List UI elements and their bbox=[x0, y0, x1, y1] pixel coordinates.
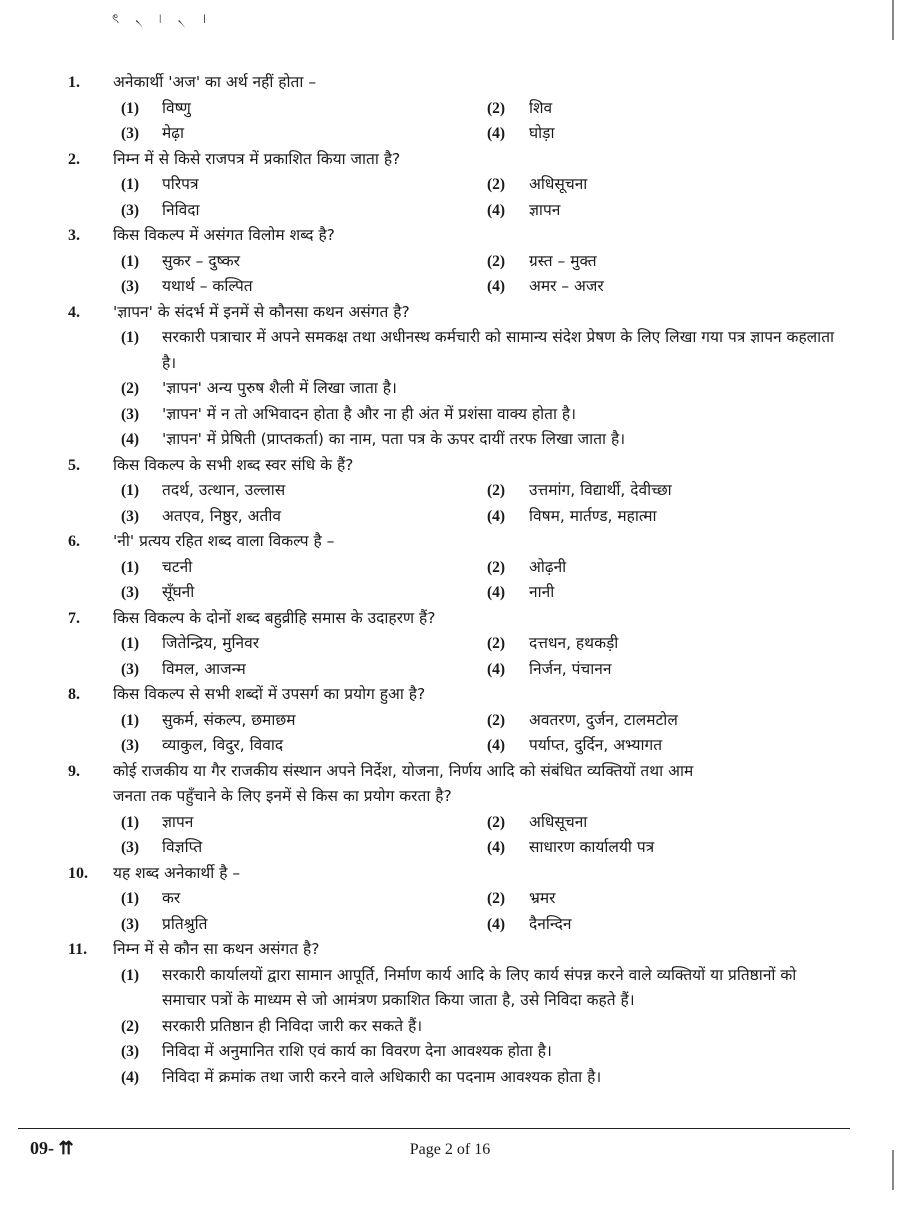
option-number: (2) bbox=[121, 380, 140, 397]
option bbox=[0, 1014, 900, 1040]
edge-mark bbox=[892, 0, 894, 40]
option-number: (3) bbox=[121, 584, 140, 601]
question-row bbox=[0, 453, 900, 479]
question-row bbox=[0, 784, 900, 810]
option-number: (2) bbox=[487, 890, 506, 907]
option-text: अधिसूचना bbox=[529, 812, 588, 831]
question-number: 3. bbox=[68, 227, 80, 244]
option-text: व्याकुल, विदुर, विवाद bbox=[162, 736, 284, 754]
option-text: अधिसूचना bbox=[529, 175, 588, 193]
question-number: 2. bbox=[68, 150, 80, 168]
question-row bbox=[0, 529, 900, 555]
question-row bbox=[0, 861, 900, 887]
question-number: 1. bbox=[68, 74, 80, 91]
question-row bbox=[0, 937, 900, 963]
option-text: अवतरण, दुर्जन, टालमटोल bbox=[529, 710, 678, 729]
option-row bbox=[0, 657, 900, 683]
question-row bbox=[0, 147, 900, 173]
question-list bbox=[0, 70, 900, 1090]
option-text: अतएव, निष्ठुर, अतीव bbox=[162, 506, 281, 525]
option-number: (1) bbox=[121, 176, 140, 193]
option-text: दैनन्दिन bbox=[529, 914, 572, 933]
option-number: (2) bbox=[487, 711, 506, 729]
question-block bbox=[0, 759, 900, 861]
option-row bbox=[0, 172, 900, 198]
question-text: निम्न में से किसे राजपत्र में प्रकाशित किया जाता है? bbox=[113, 149, 401, 168]
question-text: अनेकार्थी 'अज' का अर्थ नहीं होता – bbox=[113, 73, 317, 91]
question-row bbox=[0, 606, 900, 632]
question-number: 4. bbox=[68, 303, 80, 321]
option-text: 'ज्ञापन' में न तो अभिवादन होता है और ना ही अंत में प्रशंसा वाक्य होता है। bbox=[162, 404, 577, 423]
option-text: सूँघनी bbox=[162, 583, 195, 601]
option-number: (2) bbox=[487, 635, 506, 652]
question-number: 6. bbox=[68, 533, 80, 550]
question-row bbox=[0, 70, 900, 96]
question-text: 'ज्ञापन' के संदर्भ में इनमें से कौनसा कथन असंगत है? bbox=[113, 302, 410, 321]
question-text-cont: जनता तक पहुँचाने के लिए इनमें से किस का प्रयोग करता है? bbox=[113, 787, 452, 805]
header-marks: ৎ ৲ ৷ ৲ । bbox=[112, 12, 213, 27]
question-text: किस विकल्प में असंगत विलोम शब्द है? bbox=[113, 226, 335, 244]
option-text: उत्तमांग, विद्यार्थी, देवीच्छा bbox=[529, 481, 672, 499]
option bbox=[0, 325, 900, 376]
option-text: दत्तधन, हथकड़ी bbox=[529, 634, 619, 652]
option-text: अमर – अजर bbox=[529, 277, 604, 295]
option-text: विमल, आजन्म bbox=[162, 659, 246, 678]
question-block bbox=[0, 223, 900, 300]
option-text: साधारण कार्यालयी पत्र bbox=[529, 838, 655, 856]
option-text: ज्ञापन bbox=[529, 200, 561, 219]
option-number: (3) bbox=[121, 915, 140, 933]
question-block bbox=[0, 453, 900, 530]
option-number: (1) bbox=[121, 252, 140, 270]
question-text: कोई राजकीय या गैर राजकीय संस्थान अपने निर्देश, योजना, निर्णय आदि को संबंधित व्यक्तियों तथा आम bbox=[113, 761, 694, 780]
option bbox=[0, 1039, 900, 1065]
question-number: 8. bbox=[68, 686, 80, 703]
option-text: चटनी bbox=[162, 557, 193, 576]
question-block bbox=[0, 529, 900, 606]
question-number: 11. bbox=[68, 941, 88, 958]
option-row bbox=[0, 580, 900, 606]
option-text: तदर्थ, उत्थान, उल्लास bbox=[162, 481, 286, 499]
question-block bbox=[0, 861, 900, 938]
option bbox=[0, 963, 900, 1014]
option-number: (4) bbox=[487, 737, 506, 754]
option-text: सुकर्म, संकल्प, छमाछम bbox=[162, 710, 296, 729]
option-row bbox=[0, 631, 900, 657]
option-number: (1) bbox=[121, 711, 140, 729]
option-number: (2) bbox=[487, 252, 506, 270]
option-number: (4) bbox=[487, 507, 506, 525]
question-row bbox=[0, 300, 900, 326]
option-text: निविदा में अनुमानित राशि एवं कार्य का विवरण देना आवश्यक होता है। bbox=[162, 1042, 552, 1060]
option-number: (4) bbox=[121, 1068, 140, 1086]
option-number: (3) bbox=[121, 507, 140, 525]
edge-mark bbox=[892, 1150, 894, 1190]
option-text: जितेन्द्रिय, मुनिवर bbox=[162, 634, 260, 652]
option-number: (3) bbox=[121, 125, 140, 142]
option-text: सुकर – दुष्कर bbox=[162, 251, 240, 270]
option-number: (4) bbox=[487, 201, 506, 219]
question-block bbox=[0, 70, 900, 147]
question-row bbox=[0, 223, 900, 249]
option-text: परिपत्र bbox=[162, 175, 199, 193]
option-number: (3) bbox=[121, 201, 140, 219]
option-number: (1) bbox=[121, 813, 140, 831]
option-row bbox=[0, 733, 900, 759]
option-number: (3) bbox=[121, 737, 140, 754]
question-block bbox=[0, 682, 900, 759]
option-text: 'ज्ञापन' अन्य पुरुष शैली में लिखा जाता है। bbox=[162, 379, 397, 397]
option-row bbox=[0, 274, 900, 300]
option-number: (4) bbox=[487, 660, 506, 678]
option-number: (1) bbox=[121, 890, 140, 907]
option-text: मेढ़ा bbox=[162, 124, 185, 142]
option-number: (4) bbox=[487, 915, 506, 933]
option-number: (2) bbox=[487, 813, 506, 831]
option-text: विष्णु bbox=[162, 98, 191, 117]
option-number: (4) bbox=[487, 278, 506, 295]
option-row bbox=[0, 708, 900, 734]
option-text: शिव bbox=[529, 98, 553, 117]
option-number: (1) bbox=[121, 329, 140, 346]
question-number: 10. bbox=[68, 864, 88, 882]
option-text: निर्जन, पंचानन bbox=[529, 659, 612, 678]
footer-divider bbox=[18, 1128, 850, 1129]
option-row bbox=[0, 810, 900, 836]
option-row bbox=[0, 504, 900, 530]
question-number: 7. bbox=[68, 609, 80, 627]
question-text: किस विकल्प के सभी शब्द स्वर संधि के हैं? bbox=[113, 455, 354, 474]
question-row bbox=[0, 682, 900, 708]
option bbox=[0, 1065, 900, 1091]
option-text: विज्ञप्ति bbox=[162, 838, 203, 856]
question-block bbox=[0, 606, 900, 683]
option-number: (4) bbox=[487, 839, 506, 856]
question-number: 5. bbox=[68, 456, 80, 474]
option-row bbox=[0, 912, 900, 938]
question-text: 'नी' प्रत्यय रहित शब्द वाला विकल्प है – bbox=[113, 532, 335, 550]
page-number: Page 2 of 16 bbox=[409, 1141, 491, 1158]
option-number: (1) bbox=[121, 558, 140, 576]
option-text: ग्रस्त – मुक्त bbox=[529, 251, 597, 270]
question-number: 9. bbox=[68, 762, 80, 780]
option-row bbox=[0, 121, 900, 147]
question-text: यह शब्द अनेकार्थी है – bbox=[113, 863, 241, 882]
option-number: (4) bbox=[121, 431, 140, 448]
option-number: (4) bbox=[487, 125, 506, 142]
option bbox=[0, 402, 900, 428]
option bbox=[0, 427, 900, 453]
option-number: (1) bbox=[121, 99, 140, 117]
option-text: नानी bbox=[529, 583, 555, 601]
option-row bbox=[0, 96, 900, 122]
option-row bbox=[0, 886, 900, 912]
option-text: भ्रमर bbox=[529, 889, 556, 907]
option-number: (1) bbox=[121, 635, 140, 652]
paper-code: 09- ⇈ bbox=[30, 1138, 74, 1158]
option-number: (3) bbox=[121, 405, 140, 423]
option bbox=[0, 376, 900, 402]
option-text: 'ज्ञापन' में प्रेषिती (प्राप्तकर्ता) का नाम, पता पत्र के ऊपर दायीं तरफ लिखा जाता है। bbox=[162, 430, 626, 448]
question-block bbox=[0, 300, 900, 453]
option-number: (3) bbox=[121, 660, 140, 678]
question-text: निम्न में से कौन सा कथन असंगत है? bbox=[113, 940, 320, 958]
option-text: सरकारी पत्राचार में अपने समकक्ष तथा अधीनस्थ कर्मचारी को सामान्य संदेश प्रेषण के लिए लिखा गया पत्र ज्ञापन कहलाता है। bbox=[162, 328, 835, 372]
option-text: सरकारी कार्यालयों द्वारा सामान आपूर्ति, निर्माण कार्य आदि के लिए कार्य संपन्न करने वाले व्यक्तियों या प्रतिष्ठानों को समाचार पत्रों के माध्यम से जो आमंत्रण प्रकाशित किया जाता है, उसे निविदा कहते हैं। bbox=[162, 965, 797, 1009]
option-text: पर्याप्त, दुर्दिन, अभ्यागत bbox=[529, 736, 663, 754]
option-text: सरकारी प्रतिष्ठान ही निविदा जारी कर सकते हैं। bbox=[162, 1016, 423, 1035]
option-number: (3) bbox=[121, 278, 140, 295]
option-number: (2) bbox=[121, 1017, 140, 1035]
option-number: (3) bbox=[121, 839, 140, 856]
option-row bbox=[0, 835, 900, 861]
option-number: (4) bbox=[487, 584, 506, 601]
option-text: निविदा bbox=[162, 200, 200, 219]
question-text: किस विकल्प के दोनों शब्द बहुव्रीहि समास के उदाहरण हैं? bbox=[113, 608, 436, 627]
option-row bbox=[0, 555, 900, 581]
question-block bbox=[0, 937, 900, 1090]
option-text: घोड़ा bbox=[529, 124, 555, 142]
option-number: (1) bbox=[121, 966, 140, 984]
question-row bbox=[0, 759, 900, 785]
option-number: (2) bbox=[487, 176, 506, 193]
option-text: ओढ़नी bbox=[529, 557, 567, 576]
option-text: कर bbox=[162, 889, 181, 907]
option-row bbox=[0, 249, 900, 275]
option-text: प्रतिश्रुति bbox=[162, 914, 208, 933]
option-text: निविदा में क्रमांक तथा जारी करने वाले अधिकारी का पदनाम आवश्यक होता है। bbox=[162, 1067, 602, 1086]
option-text: विषम, मार्तण्ड, महात्मा bbox=[529, 506, 657, 525]
question-text: किस विकल्प से सभी शब्दों में उपसर्ग का प्रयोग हुआ है? bbox=[113, 685, 426, 703]
option-number: (2) bbox=[487, 558, 506, 576]
option-number: (2) bbox=[487, 482, 506, 499]
question-block bbox=[0, 147, 900, 224]
option-text: यथार्थ – कल्पित bbox=[162, 277, 253, 295]
option-text: ज्ञापन bbox=[162, 812, 194, 831]
option-row bbox=[0, 478, 900, 504]
option-number: (3) bbox=[121, 1043, 140, 1060]
option-row bbox=[0, 198, 900, 224]
option-number: (2) bbox=[487, 99, 506, 117]
option-number: (1) bbox=[121, 482, 140, 499]
